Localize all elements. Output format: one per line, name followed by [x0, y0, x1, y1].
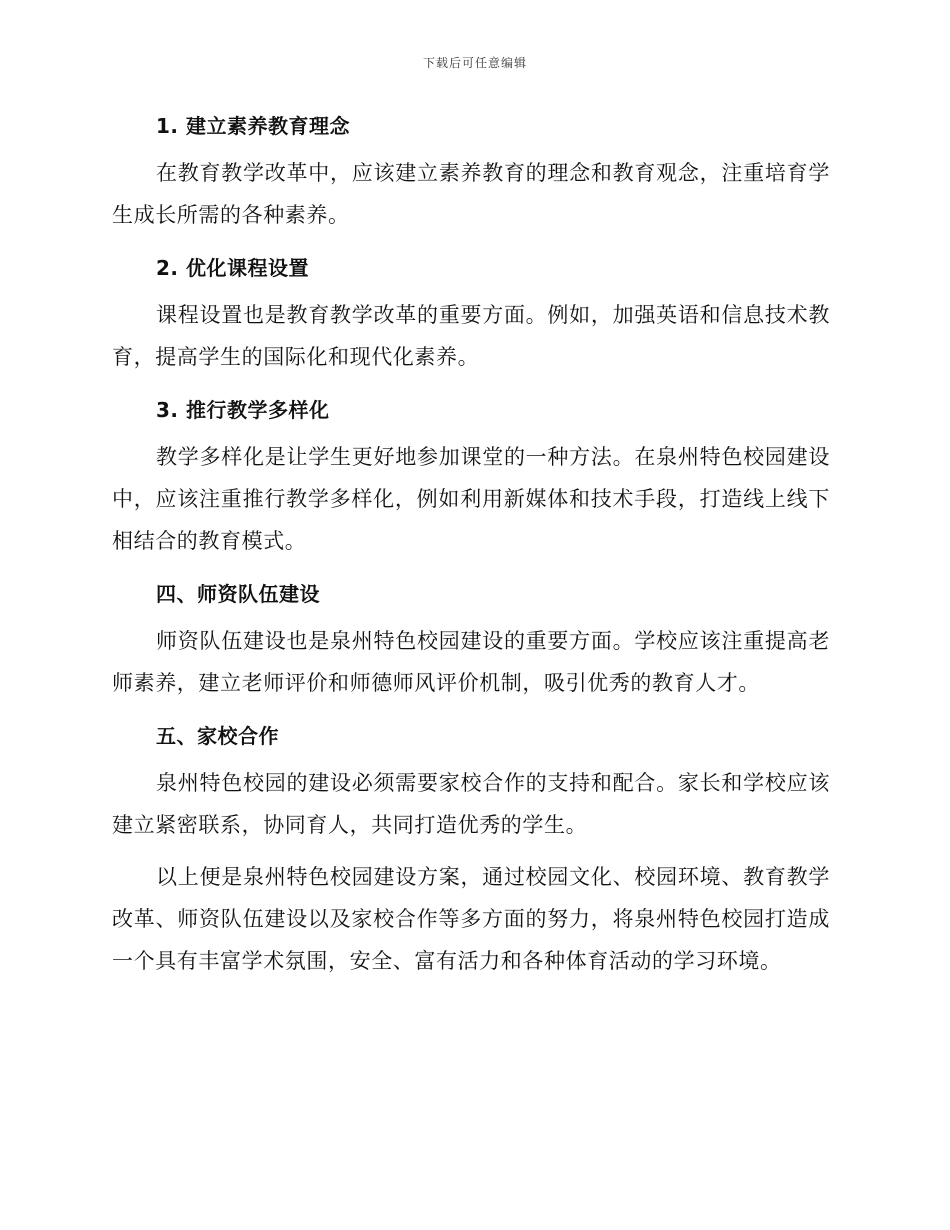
section-heading-2: 2. 优化课程设置: [156, 256, 309, 280]
section-heading-5: 五、家校合作: [156, 724, 279, 748]
section-paragraph-4: 师资队伍建设也是泉州特色校园建设的重要方面。学校应该注重提高老师素养，建立老师评价和师德师风评价机制，吸引优秀的教育人才。: [112, 629, 830, 695]
section-paragraph-2: 课程设置也是教育教学改革的重要方面。例如，加强英语和信息技术教育，提高学生的国际化和现代化素养。: [112, 303, 830, 369]
section-paragraph-1: 在教育教学改革中，应该建立素养教育的理念和教育观念，注重培育学生成长所需的各种素养。: [112, 161, 830, 227]
page-header-note: 下载后可任意编辑: [422, 56, 527, 70]
section-heading-3: 3. 推行教学多样化: [156, 398, 330, 422]
section-paragraph-5: 泉州特色校园的建设必须需要家校合作的支持和配合。家长和学校应该建立紧密联系，协同育人，共同打造优秀的学生。: [112, 771, 830, 837]
document-body: [112, 104, 830, 992]
section-paragraph-3: 教学多样化是让学生更好地参加课堂的一种方法。在泉州特色校园建设中，应该注重推行教学多样化，例如利用新媒体和技术手段，打造线上线下相结合的教育模式。: [112, 445, 830, 553]
section-heading-1: 1. 建立素养教育理念: [156, 114, 350, 138]
closing-paragraph: 以上便是泉州特色校园建设方案，通过校园文化、校园环境、教育教学改革、师资队伍建设以及家校合作等多方面的努力，将泉州特色校园打造成一个具有丰富学术氛围，安全、富有活力和各种体育活动的学习环境。: [112, 865, 830, 973]
section-heading-4: 四、师资队伍建设: [156, 582, 320, 606]
